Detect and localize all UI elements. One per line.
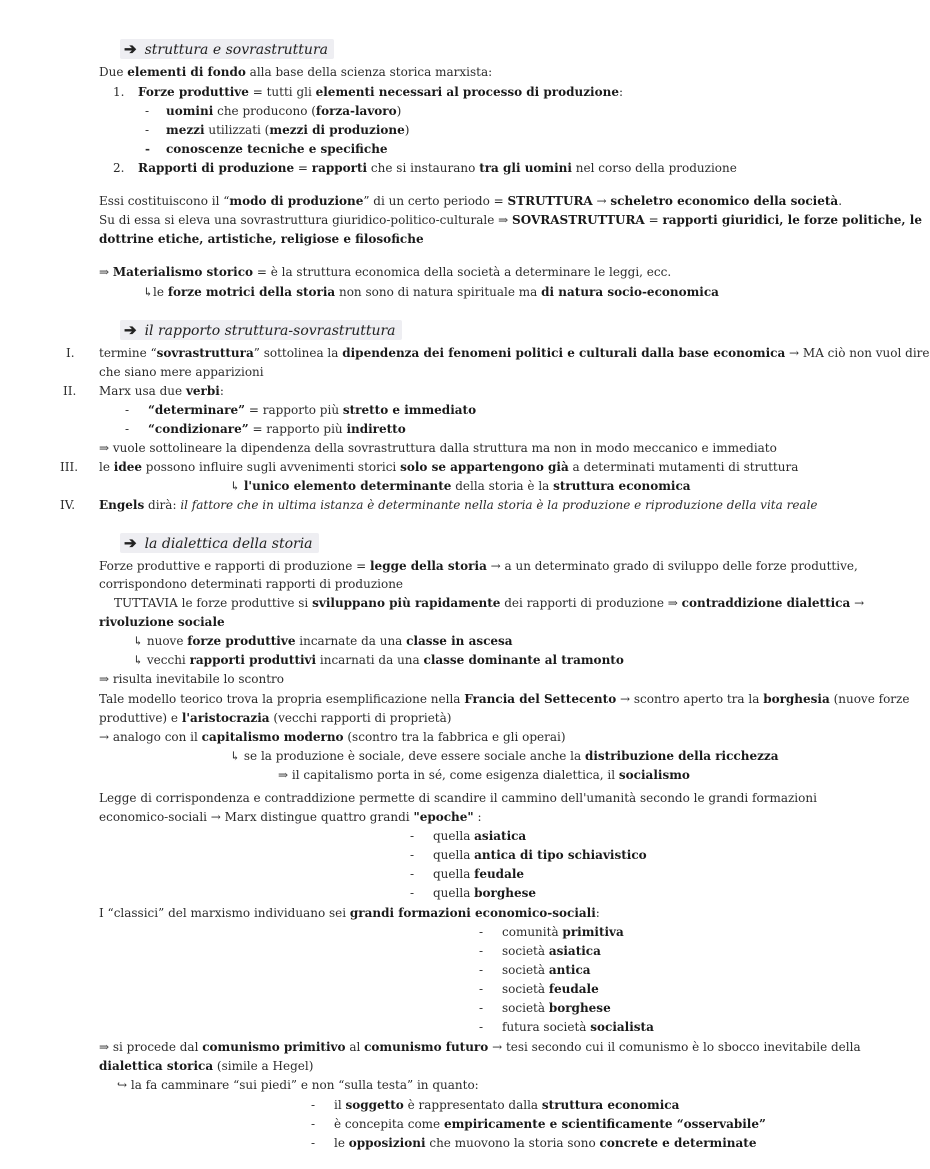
arrow-icon: ➔ [124, 321, 137, 339]
dash-bullet: - [410, 829, 415, 843]
list-item: quella feudale [433, 867, 525, 881]
sub-line: ↳ vecchi rapporti produttivi incarnati da una classe dominante al tramonto [133, 653, 624, 667]
section-heading-struttura: ➔ struttura e sovrastruttura [120, 39, 334, 59]
dash-bullet: - [479, 963, 484, 977]
section-heading-rapporto: ➔ il rapporto struttura-sovrastruttura [120, 320, 402, 340]
roman-sub-line: ↳ l'unico elemento determinante della storia è la struttura economica [230, 479, 691, 493]
paragraph-line: Forze produttive e rapporti di produzione = legge della storia → a un determinato grado di sviluppo delle forze produttive, [99, 559, 858, 573]
list-number: 2. [113, 161, 125, 175]
roman-item: Marx usa due verbi: [99, 384, 224, 398]
paragraph-line: dottrine etiche, artistiche, religiose e filosofiche [99, 232, 424, 246]
dash-bullet: - [479, 944, 484, 958]
dash-bullet: - [145, 142, 150, 156]
list-item: Rapporti di produzione = rapporti che si instaurano tra gli uomini nel corso della produzione [138, 161, 737, 175]
paragraph-line: rivoluzione sociale [99, 615, 225, 629]
roman-numeral: I. [66, 346, 75, 360]
roman-numeral: III. [60, 460, 79, 474]
sub-line: ↳ nuove forze produttive incarnate da una classe in ascesa [133, 634, 513, 648]
paragraph-line: ⇒ risulta inevitabile lo scontro [99, 672, 284, 686]
roman-item: termine “sovrastruttura” sottolinea la dipendenza dei fenomeni politici e culturali dalla base economica → MA ciò non vuol dire [99, 346, 930, 360]
list-item: società antica [502, 963, 591, 977]
roman-item: le idee possono influire sugli avvenimenti storici solo se appartengono già a determinati mutamenti di struttura [99, 460, 799, 474]
paragraph-line: → analogo con il capitalismo moderno (scontro tra la fabbrica e gli operai) [99, 730, 566, 744]
paragraph-line: TUTTAVIA le forze produttive si sviluppano più rapidamente dei rapporti di produzione ⇒ contraddizione dialettica → [114, 596, 865, 610]
paragraph-line: Essi costituiscono il “modo di produzione” di un certo periodo = STRUTTURA → scheletro economico della società. [99, 194, 843, 208]
paragraph-line: I “classici” del marxismo individuano sei grandi formazioni economico-sociali: [99, 906, 600, 920]
sub-list-item: mezzi utilizzati (mezzi di produzione) [166, 123, 410, 137]
list-item: società asiatica [502, 944, 601, 958]
sub-list-item: uomini che producono (forza-lavoro) [166, 104, 402, 118]
arrow-icon: ➔ [124, 40, 137, 58]
dash-bullet: - [145, 123, 150, 137]
materialismo-line: ⇒ Materialismo storico = è la struttura economica della società a determinare le leggi, ecc. [99, 265, 672, 279]
list-item: quella borghese [433, 886, 537, 900]
paragraph-line: Tale modello teorico trova la propria esemplificazione nella Francia del Settecento → scontro aperto tra la borghesia (nuove forze [99, 692, 910, 706]
list-item: comunità primitiva [502, 925, 624, 939]
roman-item-cont: che siano mere apparizioni [99, 365, 264, 379]
dash-bullet: - [479, 925, 484, 939]
list-item: il soggetto è rappresentato dalla struttura economica [334, 1098, 680, 1112]
dash-bullet: - [479, 982, 484, 996]
list-item: quella asiatica [433, 829, 527, 843]
paragraph-line: ⇒ si procede dal comunismo primitivo al comunismo futuro → tesi secondo cui il comunismo è lo sbocco inevitabile della [99, 1040, 861, 1054]
dash-bullet: - [410, 848, 415, 862]
note-line: ⇒ vuole sottolineare la dipendenza della sovrastruttura dalla struttura ma non in modo meccanico e immediato [99, 441, 777, 455]
list-item: le opposizioni che muovono la storia sono concrete e determinate [334, 1136, 757, 1150]
dash-bullet: - [410, 867, 415, 881]
sub-line: ↪ la fa camminare “sui piedi” e non “sulla testa” in quanto: [117, 1078, 479, 1092]
list-item: società feudale [502, 982, 599, 996]
paragraph-line: dialettica storica (simile a Hegel) [99, 1059, 314, 1073]
section-heading-dialettica: ➔ la dialettica della storia [120, 533, 319, 553]
roman-numeral: II. [63, 384, 77, 398]
paragraph-line: produttive) e l'aristocrazia (vecchi rapporti di proprietà) [99, 711, 452, 725]
list-item: futura società socialista [502, 1020, 654, 1034]
roman-item: Engels dirà: il fattore che in ultima istanza è determinante nella storia è la produzione e riproduzione della vita reale [99, 498, 818, 512]
dash-bullet: - [410, 886, 415, 900]
dash-bullet: - [125, 422, 130, 436]
dash-bullet: - [311, 1136, 316, 1150]
list-item: Forze produttive = tutti gli elementi necessari al processo di produzione: [138, 85, 624, 99]
dash-bullet: - [125, 403, 130, 417]
dash-bullet: - [479, 1020, 484, 1034]
dash-bullet: - [311, 1098, 316, 1112]
sub-list-item: “condizionare” = rapporto più indiretto [148, 422, 406, 436]
intro-line: Due elementi di fondo alla base della scienza storica marxista: [99, 65, 493, 79]
dash-bullet: - [145, 104, 150, 118]
arrow-icon: ➔ [124, 534, 137, 552]
sub-list-item: “determinare” = rapporto più stretto e immediato [148, 403, 477, 417]
paragraph-line: corrispondono determinati rapporti di produzione [99, 577, 404, 591]
list-number: 1. [113, 85, 125, 99]
list-item: è concepita come empiricamente e scientificamente “osservabile” [334, 1117, 766, 1131]
paragraph-line: economico-sociali → Marx distingue quattro grandi "epoche" : [99, 810, 482, 824]
sub-line: ↳ se la produzione è sociale, deve essere sociale anche la distribuzione della ricchezza [230, 749, 779, 763]
list-item: quella antica di tipo schiavistico [433, 848, 647, 862]
roman-numeral: IV. [60, 498, 76, 512]
dash-bullet: - [479, 1001, 484, 1015]
sub-list-item: conoscenze tecniche e specifiche [166, 142, 388, 156]
paragraph-line: Su di essa si eleva una sovrastruttura giuridico-politico-culturale ⇒ SOVRASTRUTTURA = rapporti giuridici, le forze politiche, le [99, 213, 922, 227]
materialismo-sub-line: ↳le forze motrici della storia non sono di natura spirituale ma di natura socio-economica [143, 285, 719, 299]
list-item: società borghese [502, 1001, 611, 1015]
dash-bullet: - [311, 1117, 316, 1131]
paragraph-line: Legge di corrispondenza e contraddizione permette di scandire il cammino dell'umanità secondo le grandi formazioni [99, 791, 817, 805]
sub-line: ⇒ il capitalismo porta in sé, come esigenza dialettica, il socialismo [278, 768, 690, 782]
